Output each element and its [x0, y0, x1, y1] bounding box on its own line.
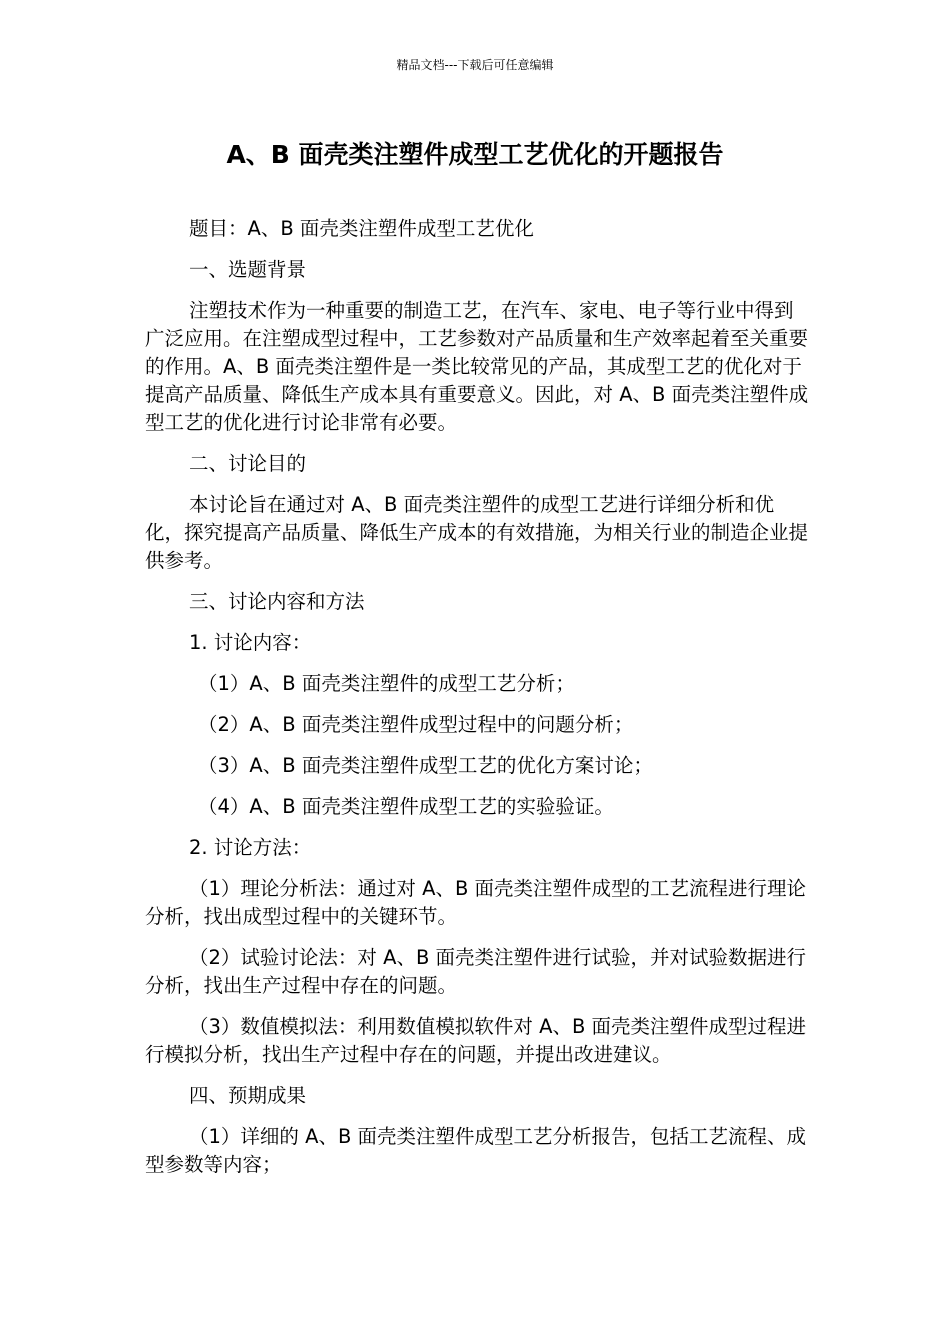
content-item: （3）A、B 面壳类注塑件成型工艺的优化方案讨论；: [198, 754, 653, 777]
content-item: （1）A、B 面壳类注塑件的成型工艺分析；: [198, 672, 575, 695]
content-item: （2）A、B 面壳类注塑件成型过程中的问题分析；: [198, 713, 634, 736]
header-note: 精品文档---下载后可任意编辑: [396, 58, 554, 72]
section-heading-background: 一、选题背景: [189, 258, 307, 281]
document-body: [145, 215, 812, 1192]
section-heading-outcomes: 四、预期成果: [189, 1084, 307, 1107]
section-heading-content-method: 三、讨论内容和方法: [189, 590, 365, 613]
purpose-paragraph: 本讨论旨在通过对 A、B 面壳类注塑件的成型工艺进行详细分析和优化，探究提高产品质量、降低生产成本的有效措施，为相关行业的制造企业提供参考。: [145, 493, 809, 572]
content-item: （4）A、B 面壳类注塑件成型工艺的实验验证。: [198, 795, 614, 818]
document-title: A、B 面壳类注塑件成型工艺优化的开题报告: [226, 140, 724, 169]
section-heading-purpose: 二、讨论目的: [189, 452, 307, 475]
outcome-item: （1）详细的 A、B 面壳类注塑件成型工艺分析报告，包括工艺流程、成型参数等内容；: [145, 1125, 807, 1176]
method-item: （2）试验讨论法：对 A、B 面壳类注塑件进行试验，并对试验数据进行分析，找出生产过程中存在的问题。: [145, 946, 807, 997]
topic-line: 题目：A、B 面壳类注塑件成型工艺优化: [189, 217, 534, 240]
subheading-content: 1. 讨论内容：: [189, 631, 312, 654]
method-item: （1）理论分析法：通过对 A、B 面壳类注塑件成型的工艺流程进行理论分析，找出成型过程中的关键环节。: [145, 877, 807, 928]
background-paragraph: 注塑技术作为一种重要的制造工艺，在汽车、家电、电子等行业中得到广泛应用。在注塑成型过程中，工艺参数对产品质量和生产效率起着至关重要的作用。A、B 面壳类注塑件是一类比较常见的产品，其成型工艺的优化对于提高产品质量、降低生产成本具有重要意义。因此，对 A、B 面壳类注塑件成型工艺的优化进行讨论非常有必要。: [145, 299, 809, 434]
method-item: （3）数值模拟法：利用数值模拟软件对 A、B 面壳类注塑件成型过程进行模拟分析，找出生产过程中存在的问题，并提出改进建议。: [145, 1015, 807, 1066]
subheading-method: 2. 讨论方法：: [189, 836, 312, 859]
